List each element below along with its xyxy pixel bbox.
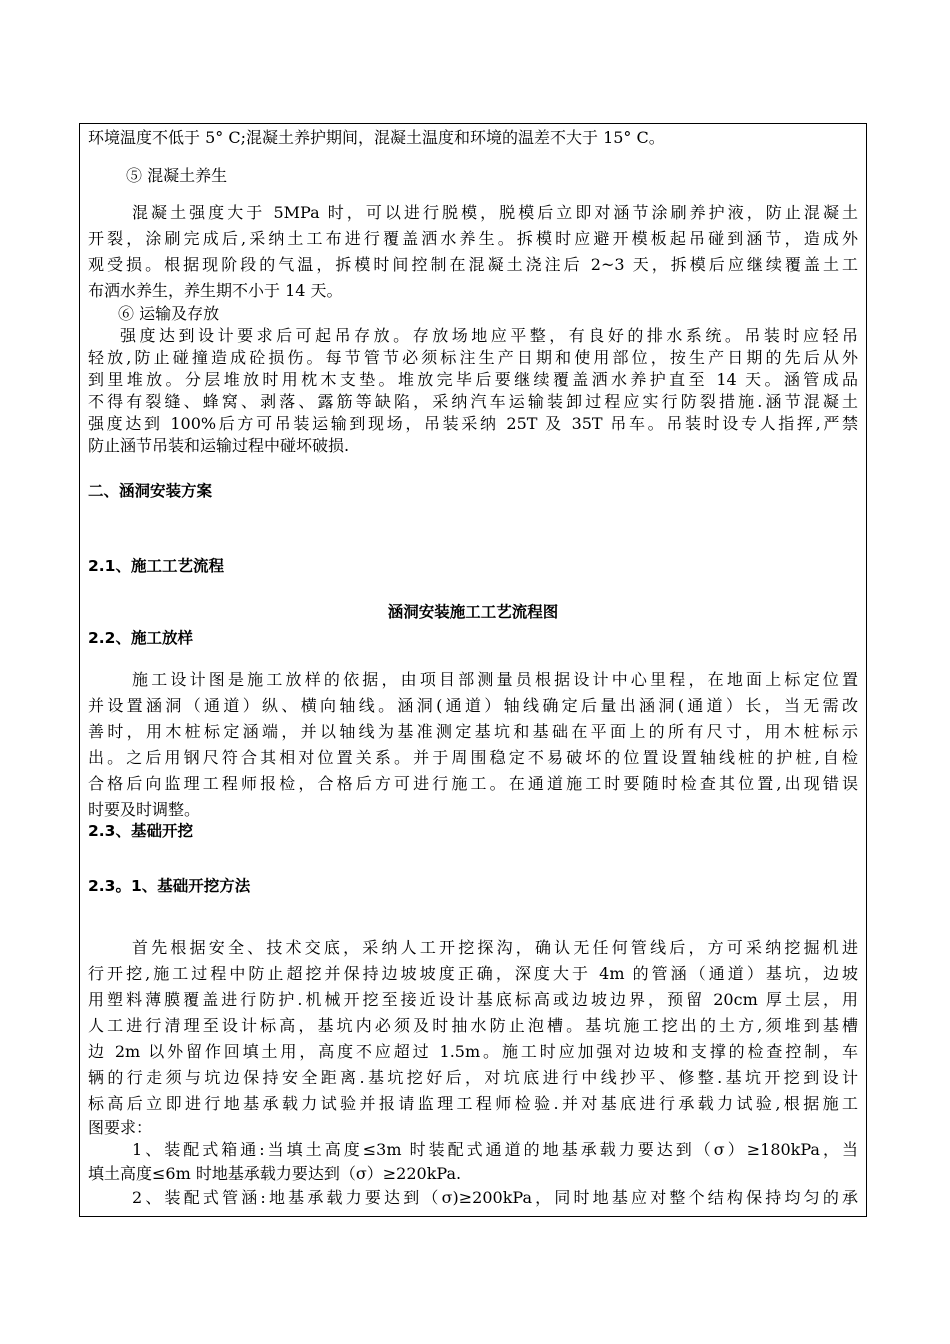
subsection-title-curing: ⑤ 混凝土养生 [126,166,228,185]
paragraph-line: 防止涵节吊装和运输过程中碰坏破损. [88,436,350,455]
section-heading-2: 二、涵洞安装方案 [88,482,213,500]
paragraph-line: 到里堆放。分层堆放时用枕木支垫。堆放完毕后要继续覆盖洒水养护直至 14 天。涵管成品 [88,370,858,389]
paragraph-line: 开裂，涂刷完成后,采纳土工布进行覆盖洒水养生。拆模时应避开模板起吊碰到涵节，造成外 [88,229,858,248]
subsection-title-transport: ⑥ 运输及存放 [118,304,220,323]
paragraph-line: 合格后向监理工程师报检，合格后方可进行施工。在通道施工时要随时检查其位置,出现错误 [88,774,858,793]
list-item-pipe-culvert: 2、装配式管涵:地基承载力要达到（σ)≥200kPa，同时地基应对整个结构保持均匀的承 [132,1188,858,1207]
heading-2-3: 2.3、基础开挖 [88,822,193,840]
paragraph-line: 时要及时调整。 [88,800,201,819]
paragraph-line: 图要求： [88,1118,153,1137]
heading-2-1: 2.1、施工工艺流程 [88,557,224,575]
paragraph-line: 混凝土强度大于 5MPa 时，可以进行脱模，脱模后立即对涵节涂刷养护液，防止混凝土 [132,203,858,222]
paragraph-line: 标高后立即进行地基承载力试验并报请监理工程师检验.并对基底进行承载力试验,根据施工 [88,1094,858,1113]
paragraph-line: 布洒水养生，养生期不小于 14 天。 [88,281,343,300]
paragraph-line: 并设置涵洞（通道）纵、横向轴线。涵洞(通道）轴线确定后量出涵洞(通道）长，当无需改 [88,696,858,715]
paragraph-line: 用塑料薄膜覆盖进行防护.机械开挖至接近设计基底标高或边坡边界，预留 20cm 厚土层，用 [88,990,858,1009]
paragraph-line: 人工进行清理至设计标高，基坑内必须及时抽水防止泡槽。基坑施工挖出的土方,须堆到基槽 [88,1016,858,1035]
heading-2-2: 2.2、施工放样 [88,629,193,647]
paragraph-line: 观受损。根据现阶段的气温，拆模时间控制在混凝土浇注后 2~3 天，拆模后应继续覆盖土工 [88,255,858,274]
paragraph-line: 强度达到设计要求后可起吊存放。存放场地应平整，有良好的排水系统。吊装时应轻吊 [120,326,858,345]
flow-chart-title: 涵洞安装施工工艺流程图 [387,603,559,621]
paragraph-line: 辆的行走须与坑边保持安全距离.基坑挖好后，对坑底进行中线抄平、修整.基坑开挖到设计 [88,1068,858,1087]
heading-2-3-1: 2.3。1、基础开挖方法 [88,877,251,895]
text-line: 环境温度不低于 5° C;混凝土养护期间，混凝土温度和环境的温差不大于 15° C。 [88,128,665,147]
paragraph-line: 轻放,防止碰撞造成砼损伤。每节管节必须标注生产日期和使用部位，按生产日期的先后从外 [88,348,858,367]
list-item-box-culvert: 1、装配式箱通:当填土高度≤3m 时装配式通道的地基承载力要达到（σ）≥180kPa，当 [132,1140,858,1159]
paragraph-line: 善时，用木桩标定涵端，并以轴线为基准测定基坑和基础在平面上的所有尺寸，用木桩标示 [88,722,858,741]
paragraph-line: 填土高度≤6m 时地基承载力要达到（σ）≥220kPa. [88,1164,462,1183]
paragraph-line: 不得有裂缝、蜂窝、剥落、露筋等缺陷，采纳汽车运输装卸过程应实行防裂措施.涵节混凝土 [88,392,858,411]
paragraph-line: 强度达到 100%后方可吊装运输到现场，吊装采纳 25T 及 35T 吊车。吊装时设专人指挥,严禁 [88,414,858,433]
paragraph-line: 边 2m 以外留作回填土用，高度不应超过 1.5m。施工时应加强对边坡和支撑的检查控制，车 [88,1042,858,1061]
paragraph-line: 施工设计图是施工放样的依据，由项目部测量员根据设计中心里程，在地面上标定位置 [132,670,858,689]
content-frame [79,123,867,1217]
paragraph-line: 行开挖,施工过程中防止超挖并保持边坡坡度正确，深度大于 4m 的管涵（通道）基坑，边坡 [88,964,858,983]
paragraph-line: 出。之后用钢尺符合其相对位置关系。并于周围稳定不易破坏的位置设置轴线桩的护桩,自检 [88,748,858,767]
paragraph-line: 首先根据安全、技术交底，采纳人工开挖探沟，确认无任何管线后，方可采纳挖掘机进 [132,938,858,957]
